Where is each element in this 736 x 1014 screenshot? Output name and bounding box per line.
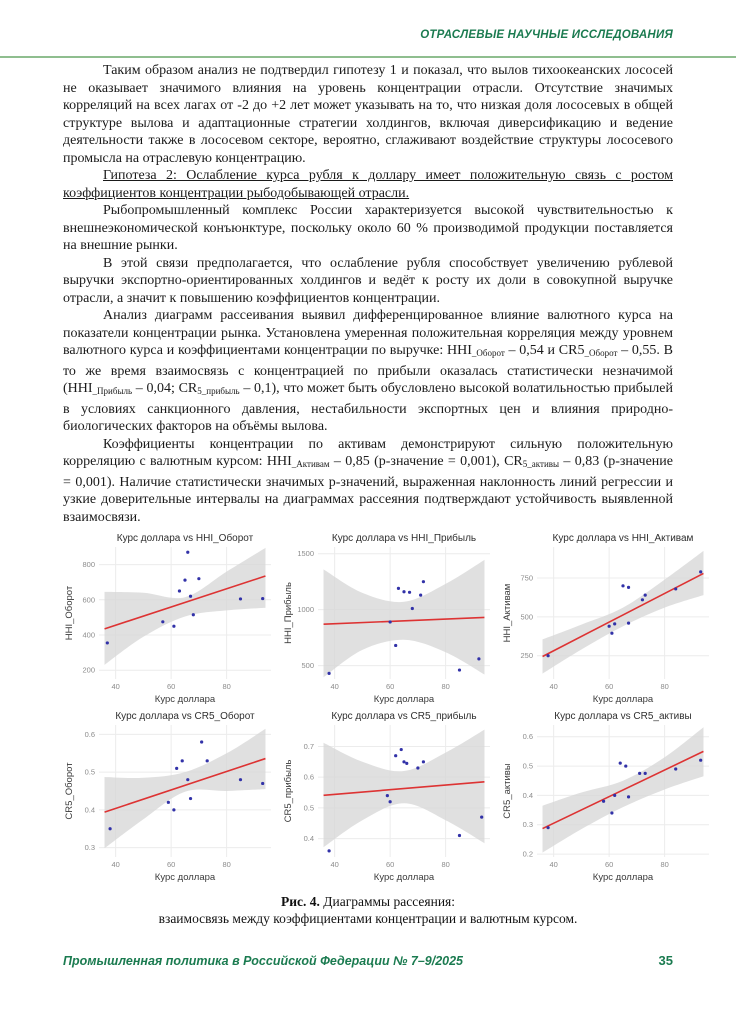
- svg-text:400: 400: [82, 630, 95, 640]
- svg-text:Курс доллара: Курс доллара: [373, 694, 435, 705]
- svg-text:40: 40: [111, 682, 120, 691]
- svg-text:0.5: 0.5: [84, 767, 95, 777]
- figure-caption: [63, 893, 673, 927]
- svg-text:0.4: 0.4: [84, 805, 95, 815]
- page-content: [63, 62, 694, 927]
- scatter-chart: [501, 709, 719, 885]
- page-number: 35: [658, 953, 673, 968]
- scatter-chart: [63, 709, 281, 885]
- svg-text:0.6: 0.6: [522, 732, 533, 742]
- journal-title: Промышленная политика в Российской Федерации № 7–9/2025: [63, 954, 464, 968]
- svg-text:Курс доллара: Курс доллара: [154, 694, 216, 705]
- svg-text:Курс доллара vs HHI_Прибыль: Курс доллара vs HHI_Прибыль: [331, 533, 477, 544]
- hypothesis-paragraph: Гипотеза 2: Ослабление курса рубля к доллару имеет положительную связь с ростом коэффициентов концентрации рыбодобывающей отрасли.: [63, 168, 673, 201]
- svg-text:1500: 1500: [297, 549, 314, 559]
- svg-text:40: 40: [330, 860, 339, 869]
- svg-text:1000: 1000: [297, 605, 314, 615]
- svg-text:80: 80: [660, 860, 669, 869]
- svg-text:Курс доллара vs CR5_активы: Курс доллара vs CR5_активы: [554, 711, 692, 722]
- svg-text:0.5: 0.5: [522, 761, 533, 771]
- svg-text:HHI_Активам: HHI_Активам: [502, 583, 513, 643]
- figure-4: [63, 531, 694, 927]
- body-paragraph: Коэффициенты концентрации по активам демонстрируют сильную положительную корреляцию с валютным курсом: $HHI_{\_Активам} - 0,85$ (p-значение = 0,001), $CR_{5\_активы} - 0,83$ (p-значение = 0,001). Наличие статистически значимых p-значений, выраженная наклонность линий регрессии и узкие доверительные интервалы на диаграммах рассеяния подтверждают устойчивость выявленной взаимосвязи.: [63, 436, 673, 525]
- svg-text:60: 60: [604, 682, 614, 691]
- body-paragraph: Таким образом анализ не подтвердил гипотезу 1 и показал, что вылов тихоокеанских лососей не оказывает значимого влияния на уровень концентрации отрасли. Отсутствие значимых корреляций на всех лагах от -2 до +2 лет может указывать на то, что низкая доля лососевых в общей структуре вылова и адаптационные стратегии холдингов, включая диверсификацию и ведение деятельности также в лососевом секторе, вероятно, сглаживают воздействие структуры лососевого промысла на отраслевую концентрацию.: [63, 63, 673, 166]
- svg-text:60: 60: [166, 682, 176, 691]
- body-paragraph: В этой связи предполагается, что ослабление рубля способствует увеличению рублевой выручки экспортно-ориентированных холдингов и ведёт к росту их доли в совокупной выручке отрасли, а значит к повышению коэффициентов концентрации.: [63, 255, 673, 306]
- svg-text:0.4: 0.4: [303, 834, 314, 844]
- caption-line-1: [63, 893, 673, 910]
- svg-text:Курс доллара: Курс доллара: [154, 872, 216, 883]
- body-paragraph: Рыбопромышленный комплекс России характеризуется высокой чувствительностью к внешнеэкономической конъюнктуре, поскольку около 60 % производимой продукции поставляется на внешние рынки.: [63, 203, 673, 253]
- svg-text:60: 60: [166, 860, 176, 869]
- svg-text:CR5_Оборот: CR5_Оборот: [64, 762, 75, 820]
- section-header: ОТРАСЛЕВЫЕ НАУЧНЫЕ ИССЛЕДОВАНИЯ: [420, 29, 673, 41]
- svg-text:500: 500: [301, 661, 314, 671]
- svg-text:60: 60: [385, 682, 395, 691]
- caption-line-2: взаимосвязь между коэффициентами концентрации и валютным курсом.: [158, 911, 578, 926]
- svg-text:80: 80: [222, 682, 231, 691]
- svg-text:0.6: 0.6: [303, 772, 314, 782]
- svg-text:Курс доллара vs HHI_Активам: Курс доллара vs HHI_Активам: [552, 533, 694, 544]
- caption-label: Рис. 4.: [280, 894, 320, 909]
- svg-text:CR5_активы: CR5_активы: [502, 763, 513, 819]
- svg-text:0.5: 0.5: [303, 803, 314, 813]
- svg-text:40: 40: [330, 682, 339, 691]
- svg-text:Курс доллара: Курс доллара: [592, 872, 654, 883]
- svg-text:60: 60: [604, 860, 614, 869]
- header-rule: [0, 56, 736, 58]
- svg-text:Курс доллара: Курс доллара: [373, 872, 435, 883]
- svg-text:Курс доллара vs HHI_Оборот: Курс доллара vs HHI_Оборот: [116, 533, 254, 544]
- body-paragraph: Анализ диаграмм рассеивания выявил дифференцированное влияние валютного курса на показатели концентрации рынка. Установлена умеренная положительная корреляция между уровнем валютного курса и коэффициентами концентрации по выручке: $HHI_{\_Оборот} - 0,54$ и $CR5_{\_Оборот} - 0,55$. В то же время взаимосвязь с концентрацией по прибыли оказалась статистически незначимой ($HHI_{\_Прибыль} - 0,04$; $CR_{5\_прибыль} - 0,1$), что может быть обусловлено высокой волатильностью прибылей в условиях санкционного давления, нестабильности экспортных цен и влияния природно-биологических факторов на объёмы вылова.: [63, 308, 674, 434]
- svg-text:HHI_Оборот: HHI_Оборот: [64, 585, 75, 641]
- svg-text:800: 800: [82, 560, 95, 570]
- article-body: [63, 62, 673, 526]
- svg-text:40: 40: [549, 860, 558, 869]
- svg-text:250: 250: [520, 651, 533, 661]
- svg-text:0.3: 0.3: [84, 843, 95, 853]
- scatter-chart: [63, 531, 281, 707]
- svg-text:200: 200: [82, 665, 95, 675]
- svg-text:750: 750: [520, 573, 533, 583]
- svg-text:40: 40: [549, 682, 558, 691]
- svg-text:0.7: 0.7: [303, 741, 314, 751]
- svg-text:Курс доллара vs CR5_прибыль: Курс доллара vs CR5_прибыль: [331, 711, 477, 722]
- svg-text:0.3: 0.3: [522, 820, 533, 830]
- svg-text:0.2: 0.2: [522, 849, 533, 859]
- svg-text:60: 60: [385, 860, 395, 869]
- svg-text:0.6: 0.6: [84, 729, 95, 739]
- svg-text:0.4: 0.4: [522, 790, 533, 800]
- svg-text:80: 80: [222, 860, 231, 869]
- svg-text:Курс доллара: Курс доллара: [592, 694, 654, 705]
- svg-text:80: 80: [660, 682, 669, 691]
- figure-charts: [63, 531, 719, 885]
- scatter-chart: [282, 709, 500, 885]
- svg-text:40: 40: [111, 860, 120, 869]
- svg-text:HHI_Прибыль: HHI_Прибыль: [283, 582, 294, 644]
- scatter-chart: [282, 531, 500, 707]
- caption-title: Диаграммы рассеяния:: [319, 894, 456, 909]
- page-footer: [63, 953, 673, 968]
- svg-text:500: 500: [520, 612, 533, 622]
- scatter-chart: [501, 531, 719, 707]
- svg-text:Курс доллара vs CR5_Оборот: Курс доллара vs CR5_Оборот: [115, 711, 255, 722]
- svg-text:CR5_прибыль: CR5_прибыль: [283, 759, 294, 823]
- svg-text:80: 80: [441, 682, 450, 691]
- svg-text:80: 80: [441, 860, 450, 869]
- svg-text:600: 600: [82, 595, 95, 605]
